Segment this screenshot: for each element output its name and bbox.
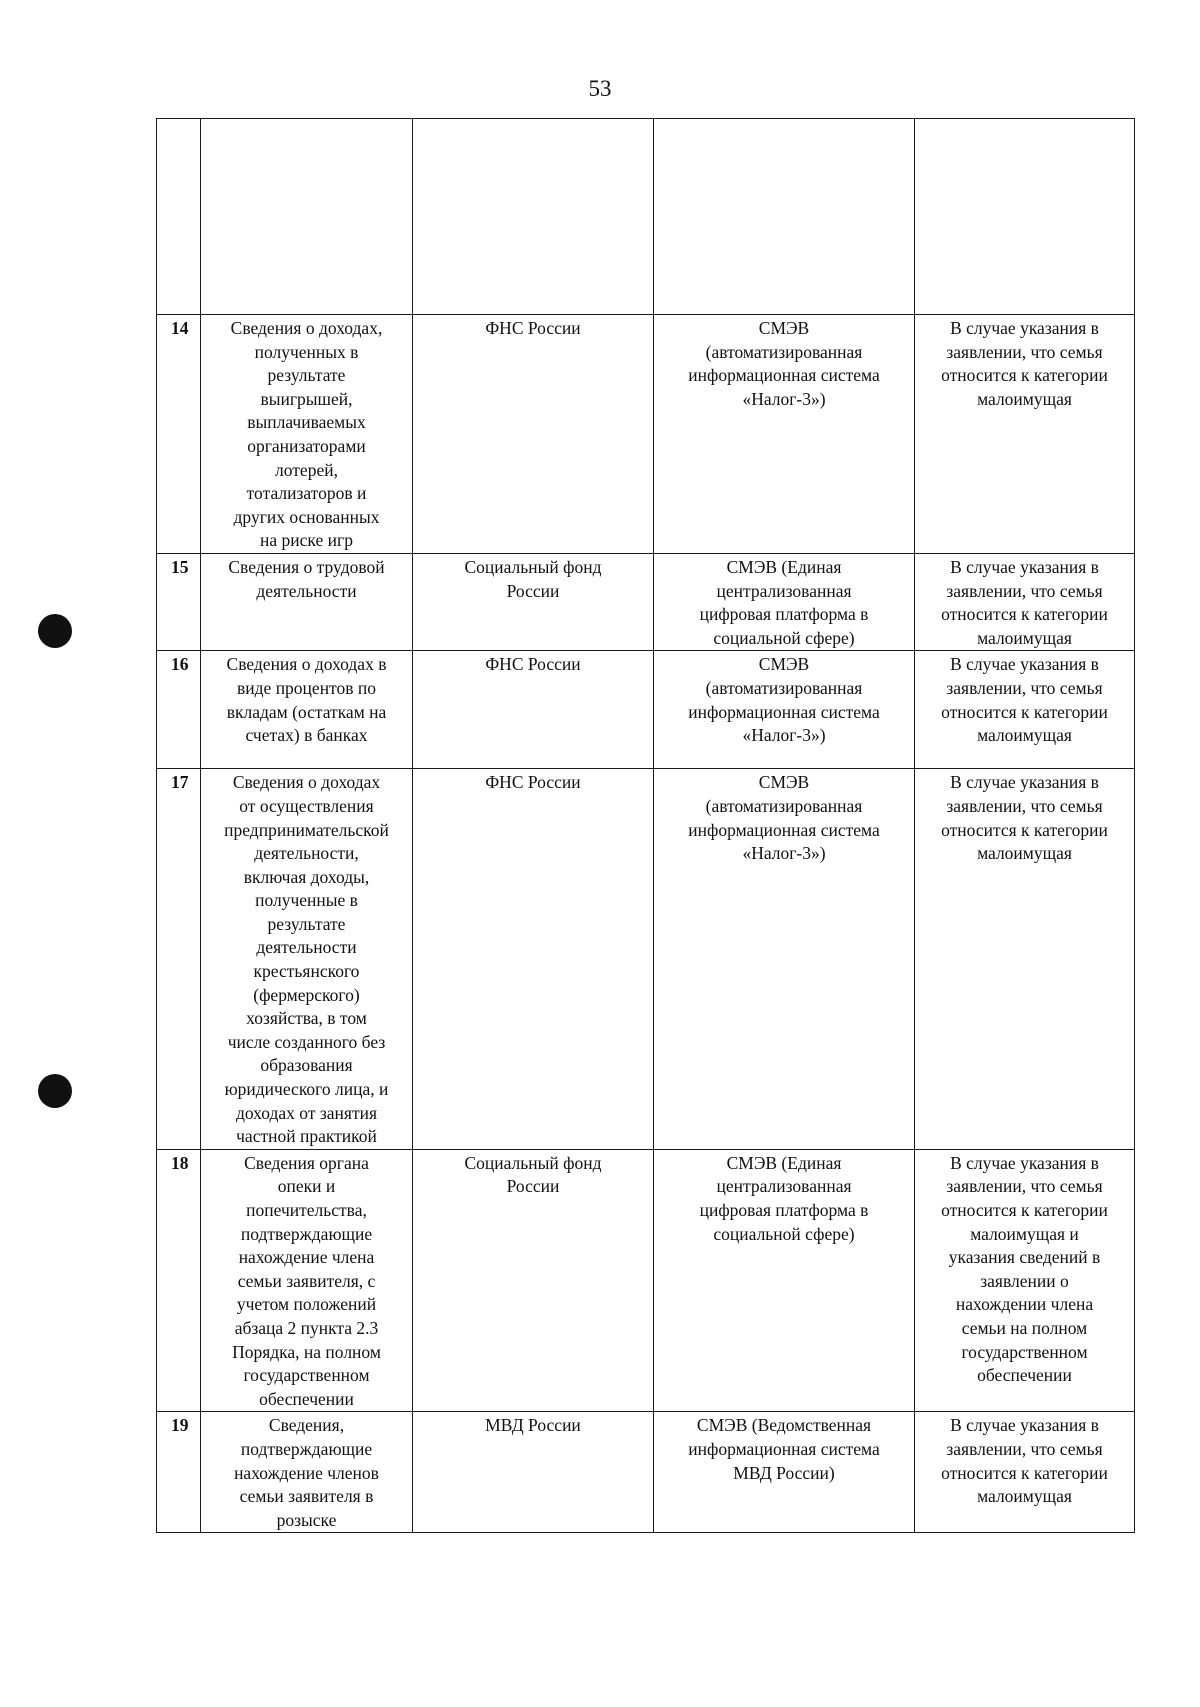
cell-cond [915, 651, 1135, 769]
cell-org-line: ФНС России [485, 318, 581, 338]
cell-info-line: государственном [243, 1365, 370, 1386]
cell-info-line: нахождение члена [238, 1247, 375, 1268]
cell-sys [654, 651, 915, 769]
cell-cond-line: В случае указания в [950, 318, 1099, 338]
cell-cond-line: малоимущая [977, 388, 1072, 409]
cell-info-line: Сведения о доходах в [226, 654, 387, 675]
cell-info-line: включая доходы, [243, 866, 370, 887]
cell-cond-line: В случае указания в [950, 654, 1099, 675]
cell-info [201, 119, 413, 315]
cell-info-line: Сведения о доходах [232, 772, 381, 793]
row-number: 15 [157, 553, 201, 650]
cell-info-line: полученные в [255, 890, 358, 911]
row-number: 14 [157, 315, 201, 554]
cell-info [201, 553, 413, 650]
cell-info-line: Сведения о доходах, [230, 318, 383, 338]
cell-sys-line: «Налог-3») [742, 725, 826, 746]
cell-sys [654, 553, 915, 650]
cell-info-line: обеспечении [259, 1388, 354, 1409]
cell-sys-line: социальной сфере) [713, 1223, 855, 1244]
cell-info-line: (фермерского) [253, 984, 360, 1005]
punch-hole-bottom [38, 1074, 72, 1108]
cell-org [413, 1149, 654, 1412]
cell-info-line: выигрышей, [260, 388, 353, 409]
cell-sys-line: цифровая платформа в [699, 1200, 869, 1220]
cell-org [413, 553, 654, 650]
cell-info-line: виде процентов по [237, 677, 376, 698]
cell-info-line: частной практикой [236, 1126, 377, 1147]
cell-org-line: России [506, 580, 560, 601]
cell-sys [654, 1149, 915, 1412]
cell-sys-line: информационная система [688, 1438, 880, 1459]
cell-info-line: деятельности, [254, 843, 359, 864]
cell-org-line: ФНС России [485, 654, 581, 675]
cell-info-line: от осуществления [239, 795, 374, 816]
cell-sys-line: централизованная [716, 1176, 852, 1197]
cell-info-line: организаторами [247, 435, 366, 456]
cell-sys-line: информационная система [688, 701, 880, 722]
cell-org [413, 1412, 654, 1533]
cell-info-line: лотерей, [275, 459, 338, 480]
cell-cond-line: семьи на полном [961, 1317, 1088, 1338]
cell-sys-line: (автоматизированная [705, 677, 863, 698]
cell-sys-line: (автоматизированная [705, 341, 863, 362]
cell-info-line: вкладам (остаткам на [226, 701, 387, 722]
cell-info-line: результате [267, 913, 346, 934]
cell-sys-line: социальной сфере) [713, 627, 855, 648]
cell-info [201, 1412, 413, 1533]
cell-org-line: Социальный фонд [464, 556, 602, 577]
cell-info-line: Сведения, [268, 1415, 345, 1436]
cell-info-line: подтверждающие [240, 1223, 373, 1244]
cell-info-line: учетом положений [236, 1294, 377, 1315]
table-row [157, 553, 1135, 650]
cell-cond-line: заявлении о [980, 1270, 1069, 1291]
table-row [157, 651, 1135, 769]
cell-info-line: юридического лица, и [224, 1079, 389, 1100]
cell-cond [915, 1149, 1135, 1412]
cell-info-line: образования [260, 1055, 353, 1076]
cell-cond-line: относится к категории [941, 365, 1108, 386]
cell-cond [915, 119, 1135, 315]
cell-sys-line: СМЭВ (Единая [726, 1152, 842, 1173]
cell-info-line: выплачиваемых [247, 412, 366, 433]
cell-info-line: нахождение членов [234, 1462, 379, 1483]
cell-sys-line: информационная система [688, 819, 880, 840]
cell-sys-line: СМЭВ [758, 318, 810, 338]
cell-sys-line: СМЭВ (Ведомственная [696, 1415, 872, 1436]
cell-cond-line: относится к категории [941, 819, 1108, 840]
cell-org [413, 119, 654, 315]
cell-info-line: абзаца 2 пункта 2.3 [234, 1317, 379, 1338]
cell-sys [654, 1412, 915, 1533]
punch-hole-top [38, 614, 72, 648]
cell-info-line: розыске [276, 1509, 337, 1530]
cell-sys [654, 769, 915, 1150]
cell-cond-line: обеспечении [977, 1365, 1072, 1386]
cell-cond-line: малоимущая [977, 843, 1072, 864]
cell-cond-line: указания сведений в [948, 1247, 1101, 1268]
cell-info-line: других основанных [233, 506, 380, 527]
cell-cond-line: государственном [961, 1341, 1088, 1362]
cell-cond-line: заявлении, что семья [946, 341, 1103, 362]
cell-info-line: крестьянского [253, 961, 360, 982]
cell-sys-line: СМЭВ (Единая [726, 556, 842, 577]
cell-cond-line: относится к категории [941, 701, 1108, 722]
cell-cond-line: относится к категории [941, 1462, 1108, 1483]
cell-cond-line: заявлении, что семья [946, 677, 1103, 698]
cell-info-line: Порядка, на полном [232, 1341, 381, 1362]
table-row [157, 1149, 1135, 1412]
cell-org-line: Социальный фонд [464, 1152, 602, 1173]
cell-info [201, 315, 413, 554]
cell-cond-line: В случае указания в [950, 1415, 1099, 1436]
page-number: 53 [588, 76, 612, 101]
cell-sys-line: СМЭВ [758, 654, 810, 675]
cell-info-line: результате [267, 365, 346, 386]
cell-info-line: тотализаторов и [246, 483, 367, 504]
cell-info-line: Сведения о трудовой [228, 556, 385, 577]
cell-num [157, 119, 201, 315]
row-number: 19 [157, 1412, 201, 1533]
cell-org-line: России [506, 1176, 560, 1197]
cell-info-line: хозяйства, в том [246, 1008, 367, 1029]
cell-cond-line: малоимущая [977, 1486, 1072, 1507]
cell-sys-line: МВД России) [733, 1462, 835, 1483]
cell-sys-line: информационная система [688, 365, 880, 386]
cell-org [413, 315, 654, 554]
cell-cond-line: заявлении, что семья [946, 1176, 1103, 1197]
cell-info-line: подтверждающие [240, 1438, 373, 1459]
cell-cond-line: малоимущая [977, 725, 1072, 746]
row-number: 18 [157, 1149, 201, 1412]
cell-info [201, 1149, 413, 1412]
table-row-continuation [157, 119, 1135, 315]
cell-info-line: на риске игр [260, 530, 353, 551]
cell-sys [654, 119, 915, 315]
cell-info-line: деятельности [256, 580, 357, 601]
cell-info-line: семьи заявителя в [239, 1486, 374, 1507]
cell-org [413, 769, 654, 1150]
cell-sys [654, 315, 915, 554]
row-number: 17 [157, 769, 201, 1150]
cell-info-line: полученных в [254, 341, 359, 362]
cell-cond-line: малоимущая и [970, 1223, 1079, 1244]
table-row [157, 769, 1135, 1150]
cell-cond-line: заявлении, что семья [946, 795, 1103, 816]
cell-org [413, 651, 654, 769]
cell-cond-line: заявлении, что семья [946, 1438, 1103, 1459]
cell-info-line: Сведения органа [244, 1152, 369, 1173]
table-row [157, 1412, 1135, 1533]
document-table [156, 118, 1135, 1533]
cell-cond [915, 553, 1135, 650]
cell-cond [915, 315, 1135, 554]
cell-cond-line: нахождении члена [955, 1294, 1094, 1315]
cell-sys-line: «Налог-3») [742, 843, 826, 864]
cell-cond-line: заявлении, что семья [946, 580, 1103, 601]
cell-org-line: ФНС России [485, 772, 581, 793]
cell-sys-line: СМЭВ [758, 772, 810, 793]
row-number: 16 [157, 651, 201, 769]
cell-cond-line: В случае указания в [950, 772, 1099, 793]
cell-info-line: опеки и [277, 1176, 336, 1197]
cell-cond [915, 1412, 1135, 1533]
cell-info-line: семьи заявителя, с [237, 1270, 376, 1291]
cell-cond [915, 769, 1135, 1150]
cell-info-line: деятельности [256, 937, 357, 958]
cell-cond-line: относится к категории [941, 1200, 1108, 1220]
cell-info [201, 651, 413, 769]
cell-info-line: доходах от занятия [235, 1102, 378, 1123]
cell-cond-line: В случае указания в [950, 556, 1099, 577]
cell-cond-line: относится к категории [941, 604, 1108, 625]
cell-sys-line: цифровая платформа в [699, 604, 869, 625]
cell-info-line: числе созданного без [227, 1031, 386, 1052]
cell-cond-line: В случае указания в [950, 1152, 1099, 1173]
cell-cond-line: малоимущая [977, 627, 1072, 648]
cell-info-line: счетах) в банках [245, 725, 368, 746]
table-row [157, 315, 1135, 554]
cell-info-line: попечительства, [246, 1200, 367, 1220]
cell-org-line: МВД России [485, 1415, 581, 1436]
cell-sys-line: (автоматизированная [705, 795, 863, 816]
cell-sys-line: централизованная [716, 580, 852, 601]
cell-sys-line: «Налог-3») [742, 388, 826, 409]
cell-info [201, 769, 413, 1150]
cell-info-line: предпринимательской [224, 819, 389, 840]
